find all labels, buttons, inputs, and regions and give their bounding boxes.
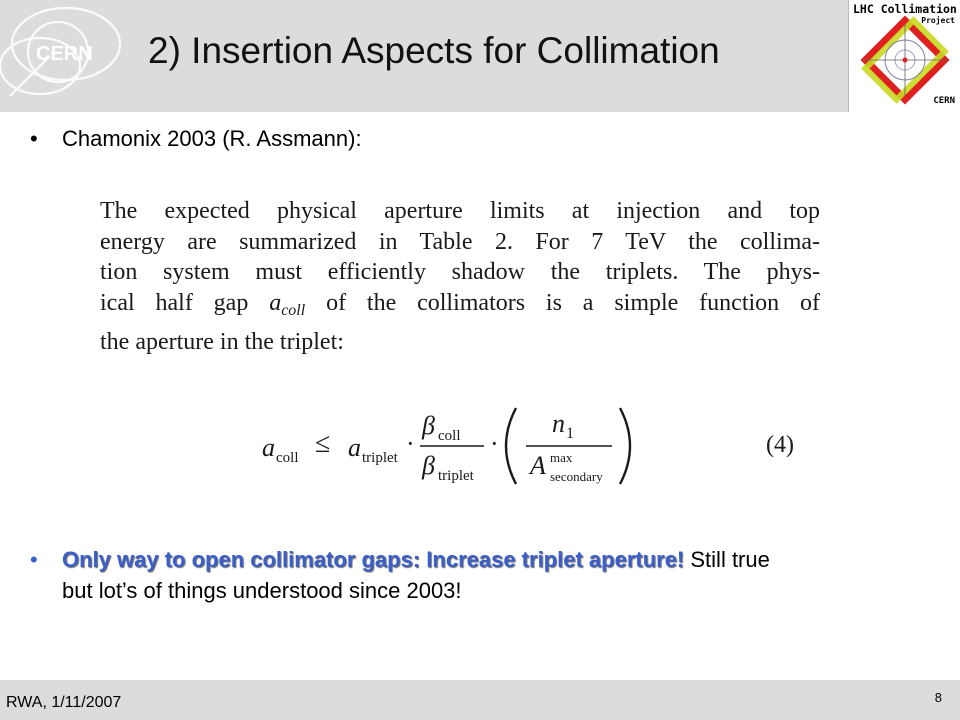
bullet-text: Still true bbox=[684, 547, 770, 572]
cern-logo-text: CERN bbox=[36, 43, 93, 65]
svg-text:·: · bbox=[490, 429, 499, 458]
svg-text:a: a bbox=[348, 433, 361, 462]
page-number: 8 bbox=[934, 690, 942, 705]
excerpt-line: tion system must efficiently shadow the triplets. The phys- bbox=[100, 259, 820, 285]
cern-logo bbox=[0, 0, 140, 112]
svg-text:max: max bbox=[550, 450, 573, 465]
logo-text-line1: LHC Collimation bbox=[853, 2, 957, 16]
bullet-text: Chamonix 2003 (R. Assmann): bbox=[62, 126, 362, 151]
logo-text-line2: Project bbox=[921, 16, 955, 25]
bullet-text-continued: but lot’s of things understood since 2003! bbox=[62, 578, 462, 603]
header-bar bbox=[0, 0, 960, 112]
svg-text:β: β bbox=[422, 411, 435, 440]
svg-text:secondary: secondary bbox=[550, 469, 603, 484]
svg-text:n: n bbox=[552, 409, 565, 438]
bullet-chamonix bbox=[30, 126, 362, 152]
paper-excerpt bbox=[100, 196, 820, 357]
lhc-collimation-logo bbox=[848, 0, 960, 112]
svg-text:triplet: triplet bbox=[438, 468, 474, 484]
svg-text:A: A bbox=[530, 451, 546, 480]
excerpt-line bbox=[100, 288, 820, 327]
excerpt-text: ical half gap bbox=[100, 289, 270, 316]
footer-author-date: RWA, 1/11/2007 bbox=[6, 694, 122, 711]
svg-text:1: 1 bbox=[566, 425, 574, 442]
excerpt-text: of the collimators is a simple function of bbox=[305, 289, 821, 316]
excerpt-line: The expected physical aperture limits at injection and top bbox=[100, 198, 820, 224]
bullet-dot: • bbox=[30, 547, 38, 572]
equation-number: (4) bbox=[766, 432, 794, 458]
excerpt-line: energy are summarized in Table 2. For 7 TeV the collima- bbox=[100, 228, 820, 255]
excerpt-line: the aperture in the triplet: bbox=[100, 328, 344, 355]
variable-subscript: coll bbox=[281, 302, 306, 320]
bullet-dot: • bbox=[30, 126, 38, 151]
svg-text:coll: coll bbox=[276, 450, 299, 466]
footer-bar bbox=[0, 680, 960, 720]
bullet-conclusion bbox=[30, 544, 930, 606]
variable-a: a bbox=[269, 289, 282, 316]
svg-text:≤: ≤ bbox=[315, 428, 331, 459]
slide-title: 2) Insertion Aspects for Collimation bbox=[148, 30, 720, 71]
svg-text:β: β bbox=[422, 451, 435, 480]
svg-text:triplet: triplet bbox=[362, 450, 398, 466]
svg-text:coll: coll bbox=[438, 428, 461, 444]
svg-text:a: a bbox=[262, 433, 275, 462]
logo-text-line3: CERN bbox=[933, 96, 955, 106]
svg-text:·: · bbox=[406, 429, 415, 458]
emphasis-text: Only way to open collimator gaps: Increase triplet aperture! bbox=[62, 547, 685, 572]
